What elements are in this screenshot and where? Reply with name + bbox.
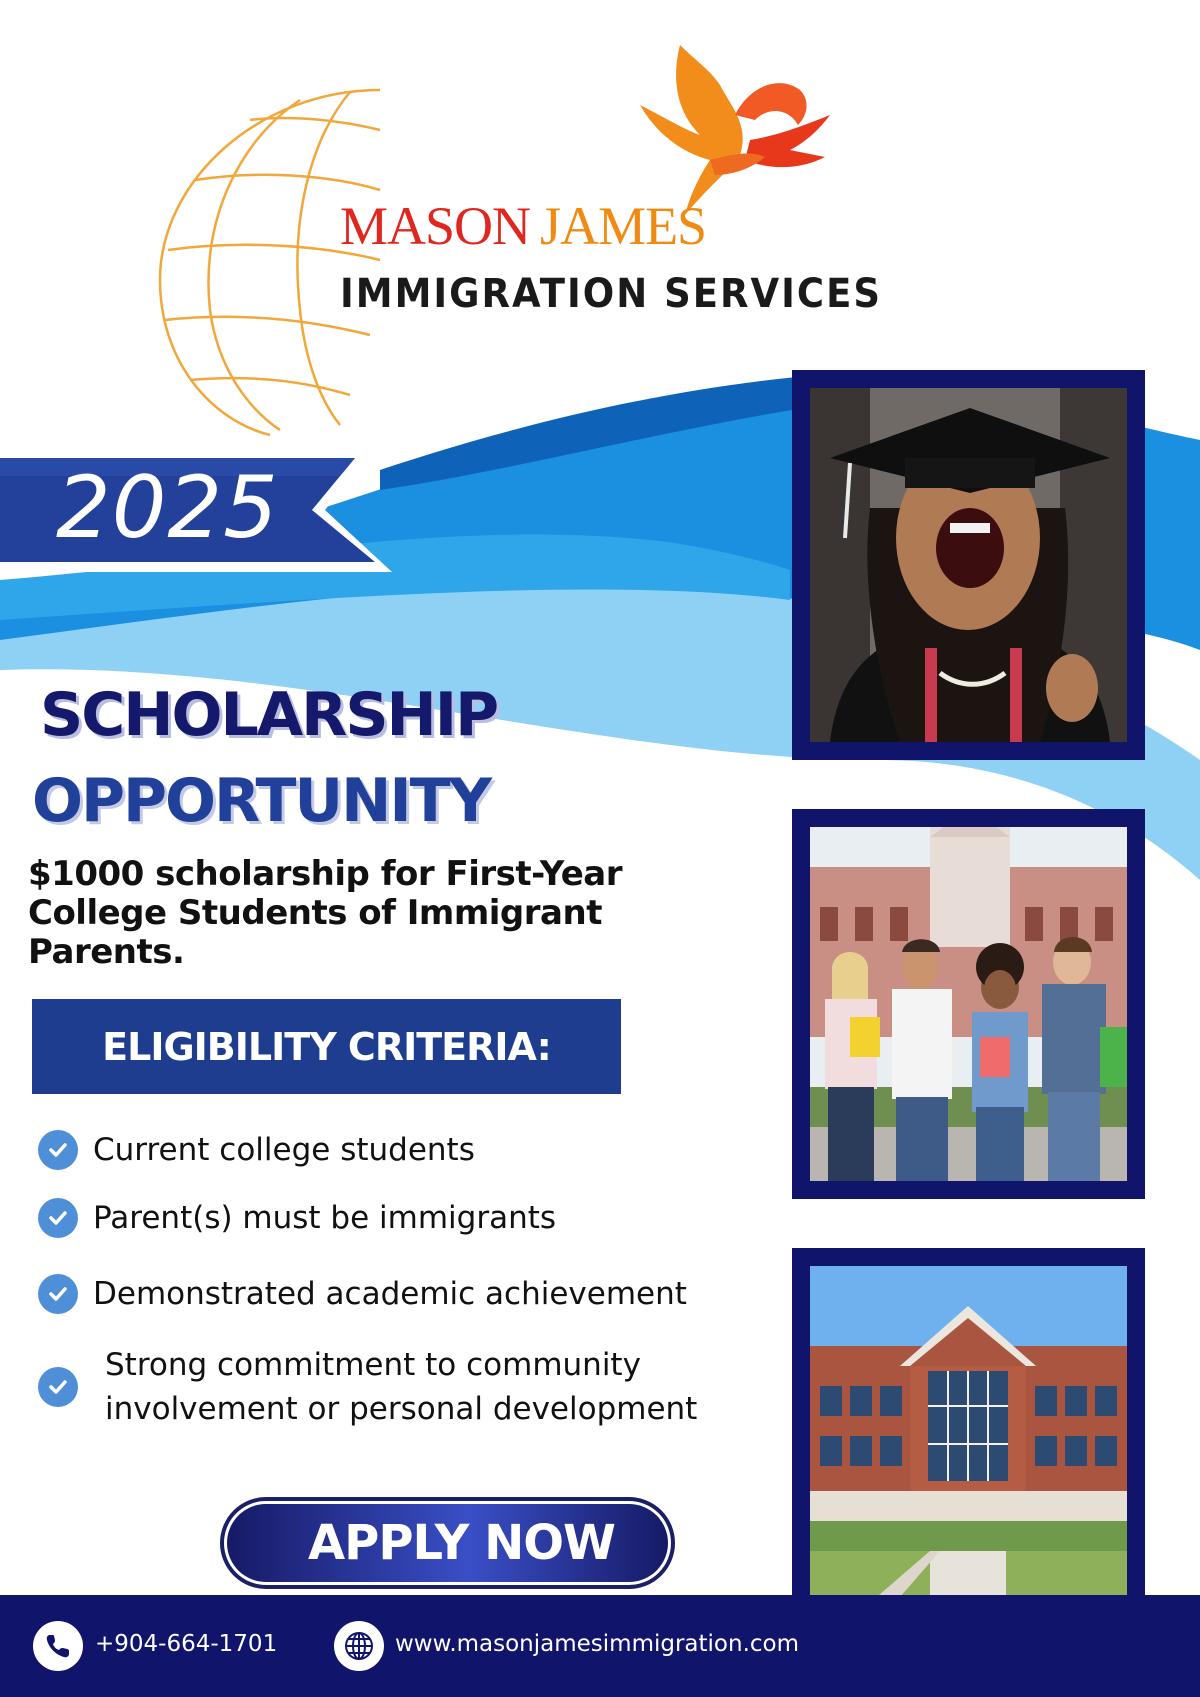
check-icon <box>38 1367 78 1407</box>
footer <box>0 1595 1200 1697</box>
criteria-text: Parent(s) must be immigrants <box>93 1200 557 1236</box>
students-photo-frame <box>792 809 1145 1199</box>
criteria-text: Current college students <box>93 1132 475 1168</box>
website-link[interactable]: www.masonjamesimmigration.com <box>395 1631 800 1657</box>
heading-scholarship: SCHOLARSHIP <box>40 680 498 750</box>
check-icon <box>38 1274 78 1314</box>
brand-name-second: JAMES <box>540 196 707 256</box>
phone-number[interactable]: +904-664-1701 <box>95 1631 278 1657</box>
phoenix-logo-icon <box>640 45 830 215</box>
criteria-item <box>38 1196 556 1240</box>
check-icon <box>38 1130 78 1170</box>
scholarship-description: $1000 scholarship for First-Year College Students of Immigrant Parents. <box>28 854 622 972</box>
criteria-item <box>38 1272 687 1316</box>
brand-name <box>340 195 706 257</box>
globe-icon <box>334 1621 384 1671</box>
criteria-text: Strong commitment to community involvement or personal development <box>105 1347 698 1427</box>
apply-now-label: APPLY NOW <box>307 1515 615 1571</box>
building-photo-frame <box>792 1248 1145 1638</box>
campus-building-photo <box>810 1266 1127 1620</box>
criteria-text: Demonstrated academic achievement <box>93 1276 687 1312</box>
apply-now-button[interactable] <box>220 1497 675 1589</box>
brand-name-first: MASON <box>340 196 531 256</box>
eligibility-title: ELIGIBILITY CRITERIA: <box>102 1024 551 1069</box>
check-icon <box>38 1198 78 1238</box>
students-photo <box>810 827 1127 1181</box>
criteria-item <box>38 1128 475 1172</box>
criteria-item <box>38 1343 725 1431</box>
year-label: 2025 <box>56 458 279 558</box>
phone-icon <box>33 1621 83 1671</box>
heading-opportunity: OPPORTUNITY <box>32 766 491 836</box>
eligibility-header <box>32 999 621 1094</box>
brand-subtitle: IMMIGRATION SERVICES <box>340 270 882 317</box>
graduate-photo-frame <box>792 370 1145 760</box>
globe-logo-icon <box>150 80 390 440</box>
apply-now-button-face <box>227 1504 668 1582</box>
graduate-photo <box>810 388 1127 742</box>
